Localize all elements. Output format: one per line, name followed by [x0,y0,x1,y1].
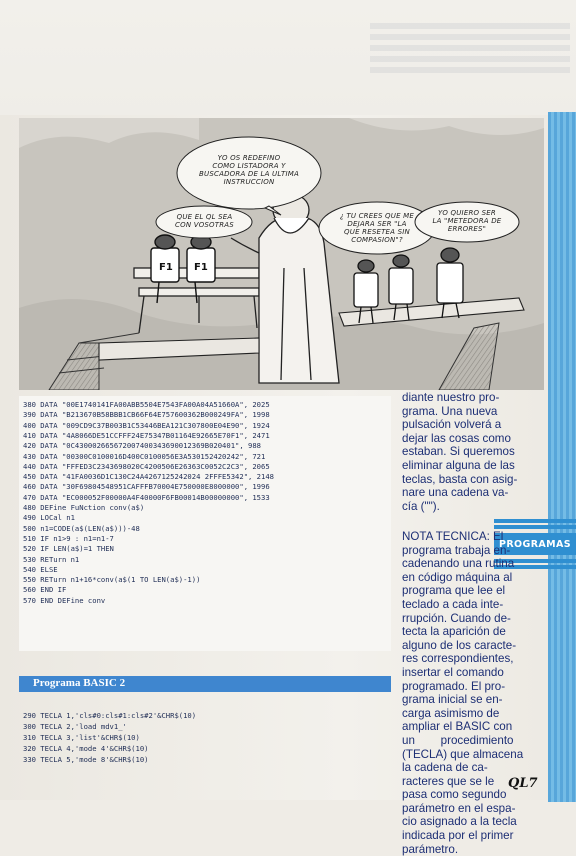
code-line: 570 END DEFine conv [23,595,106,605]
text-line: indicada por el primer [402,829,514,843]
code-line: 440 DATA "FFFED3C2343698020C4200506E26363C0052C2C3", 2065 [23,461,270,471]
bubble-line: INSTRUCCION [223,178,275,186]
text-line: en código máquina al [402,570,513,584]
bubble-line: BUSCADORA DE LA ULTIMA [199,170,299,178]
code-line: 450 DATA "41FA0036D1C130C24A4267125242024 2FFFE5342", 2148 [23,472,274,482]
code-line: 490 LOCal n1 [23,513,75,523]
speech-bubble-god [179,154,319,186]
basic-listing-2 [19,708,391,772]
page-number: QL7 [508,776,538,791]
text-line: la cadena de ca- [402,761,488,775]
text-line: res correspondientes, [402,652,514,666]
bubble-line: YO QUIERO SER [438,209,496,217]
code-line: 530 RETurn n1 [23,554,80,564]
text-line: cio asignado a la tecla [402,815,517,829]
code-line: 380 DATA "00E1740141FA00ABB5504E7543FA00A04A51660A", 2025 [23,400,270,409]
bubble-line: QUE EL QL SEA [176,213,233,221]
sidebar-rule [494,519,576,523]
text-line: estaban. Si queremos [402,445,515,459]
code-line: 320 TECLA 4,'mode 4'&CHR$(10) [23,744,149,753]
code-line: 400 DATA "009CD9C37B003B1C53446BEA121C307800E04E90", 1924 [23,420,270,430]
code-line: 540 ELSE [23,564,58,574]
bubble-line: LA "METEDORA DE [432,217,502,225]
bubble-line: ¿ TU CREES QUE ME [340,212,414,220]
bleed-through-print [370,18,570,73]
basic-listing-1 [19,396,391,651]
bubble-line: DEJARA SER "LA [347,220,407,228]
code-line: 470 DATA "EC000052F00000A4F40000F6FB00014B00000000", 1533 [23,492,270,502]
bubble-line: YO OS REDEFINO [217,154,281,162]
text-line: grama inicial se en- [402,693,503,707]
section-tab-programas: PROGRAMAS [494,533,576,555]
code-line: 310 TECLA 3,'list'&CHR$(10) [23,733,140,742]
bubble-line: ERRORES" [447,225,487,233]
text-line: racteres que se le [402,774,495,788]
text-line: teclado a cada inte- [402,597,504,611]
text-line: pulsación volverá a [402,418,502,432]
text-line: (TECLA) que almacena [402,747,524,761]
bubble-line: COMPASION"? [351,236,403,244]
section-header-bar [19,676,391,692]
text-line: un procedimiento [402,733,514,747]
bubble-line: QUE RESETEA SIN [344,228,410,236]
bubble-line: CON VOSOTRAS [175,221,234,229]
text-line: rrupción. Cuando de- [402,611,511,625]
text-line: diante nuestro pro- [402,391,500,404]
code-line: 500 n1=CODE(a$(LEN(a$)))-48 [23,523,140,533]
code-line: 290 TECLA 1,'cls#0:cls#1:cls#2'&CHR$(10) [23,711,197,720]
text-line: parámetro en el espa- [402,801,516,815]
cartoon-illustration [19,118,544,390]
text-line: dejar las cosas como [402,431,511,445]
code-line: 460 DATA "30F69804548951CAFFFB70004E750000E8000000", 1996 [23,482,270,492]
text-line: teclas, basta con asig- [402,472,518,486]
code-line: 510 IF n1>9 : n1=n1-7 [23,533,114,543]
text-line: insertar el comando [402,665,504,679]
text-line: programa trabaja en- [402,543,511,557]
text-line: eliminar alguna de las [402,458,515,472]
article-text-nota-tecnica [402,530,542,856]
text-line: carga asimismo de [402,706,500,720]
text-line: programado. El pro- [402,679,506,693]
speech-bubble-errores [417,209,517,233]
text-line: pasa como segundo [402,788,507,802]
code-line: 550 RETurn n1+16*conv(a$(1 TO LEN(a$)-1)) [23,575,201,585]
code-line: 560 END IF [23,585,67,595]
text-line: cía (""). [402,499,440,513]
text-line: ampliar el BASIC con [402,720,513,734]
article-text-paragraph-1 [402,391,542,513]
side-color-strip [548,112,576,802]
speech-bubble-ql [157,213,252,229]
sidebar-rule [494,525,576,529]
top-margin [0,0,576,115]
text-line: alguno de los caracte- [402,638,517,652]
code-line: 480 DEFine FuNction conv(a$) [23,503,145,512]
code-line: 300 TECLA 2,'load mdv1_' [23,722,127,731]
code-line: 520 IF LEN(a$)=1 THEN [23,544,114,554]
code-line: 330 TECLA 5,'mode 8'&CHR$(10) [23,755,149,764]
text-line: cadenando una rutina [402,557,515,571]
code-line: 430 DATA "00300C0100016D400C0100056E3A530152420242", 721 [23,451,266,461]
text-line: programa que lee el [402,584,506,598]
code-line: 420 DATA "0C430002665672007400343690012369B020401", 988 [23,441,261,451]
text-line: grama. Una nueva [402,404,498,418]
text-line: NOTA TECNICA: El [402,530,504,543]
text-line: tecta la aparición de [402,625,506,639]
code-line: 390 DATA "B213670B58BBB1CB66F64E757600362B000249FA", 1998 [23,410,270,420]
code-line: 410 DATA "4A8066DE51CCFFF24E75347B01164E92665E70F1", 2471 [23,430,270,440]
key-label-f1-second: F1 [194,262,208,273]
bubble-line: COMO LISTADORA Y [212,162,286,170]
key-label-f1: F1 [159,262,173,273]
text-line: nare una cadena va- [402,486,509,500]
section-title: Programa BASIC 2 [33,677,126,689]
text-line: parámetro. [402,842,459,856]
